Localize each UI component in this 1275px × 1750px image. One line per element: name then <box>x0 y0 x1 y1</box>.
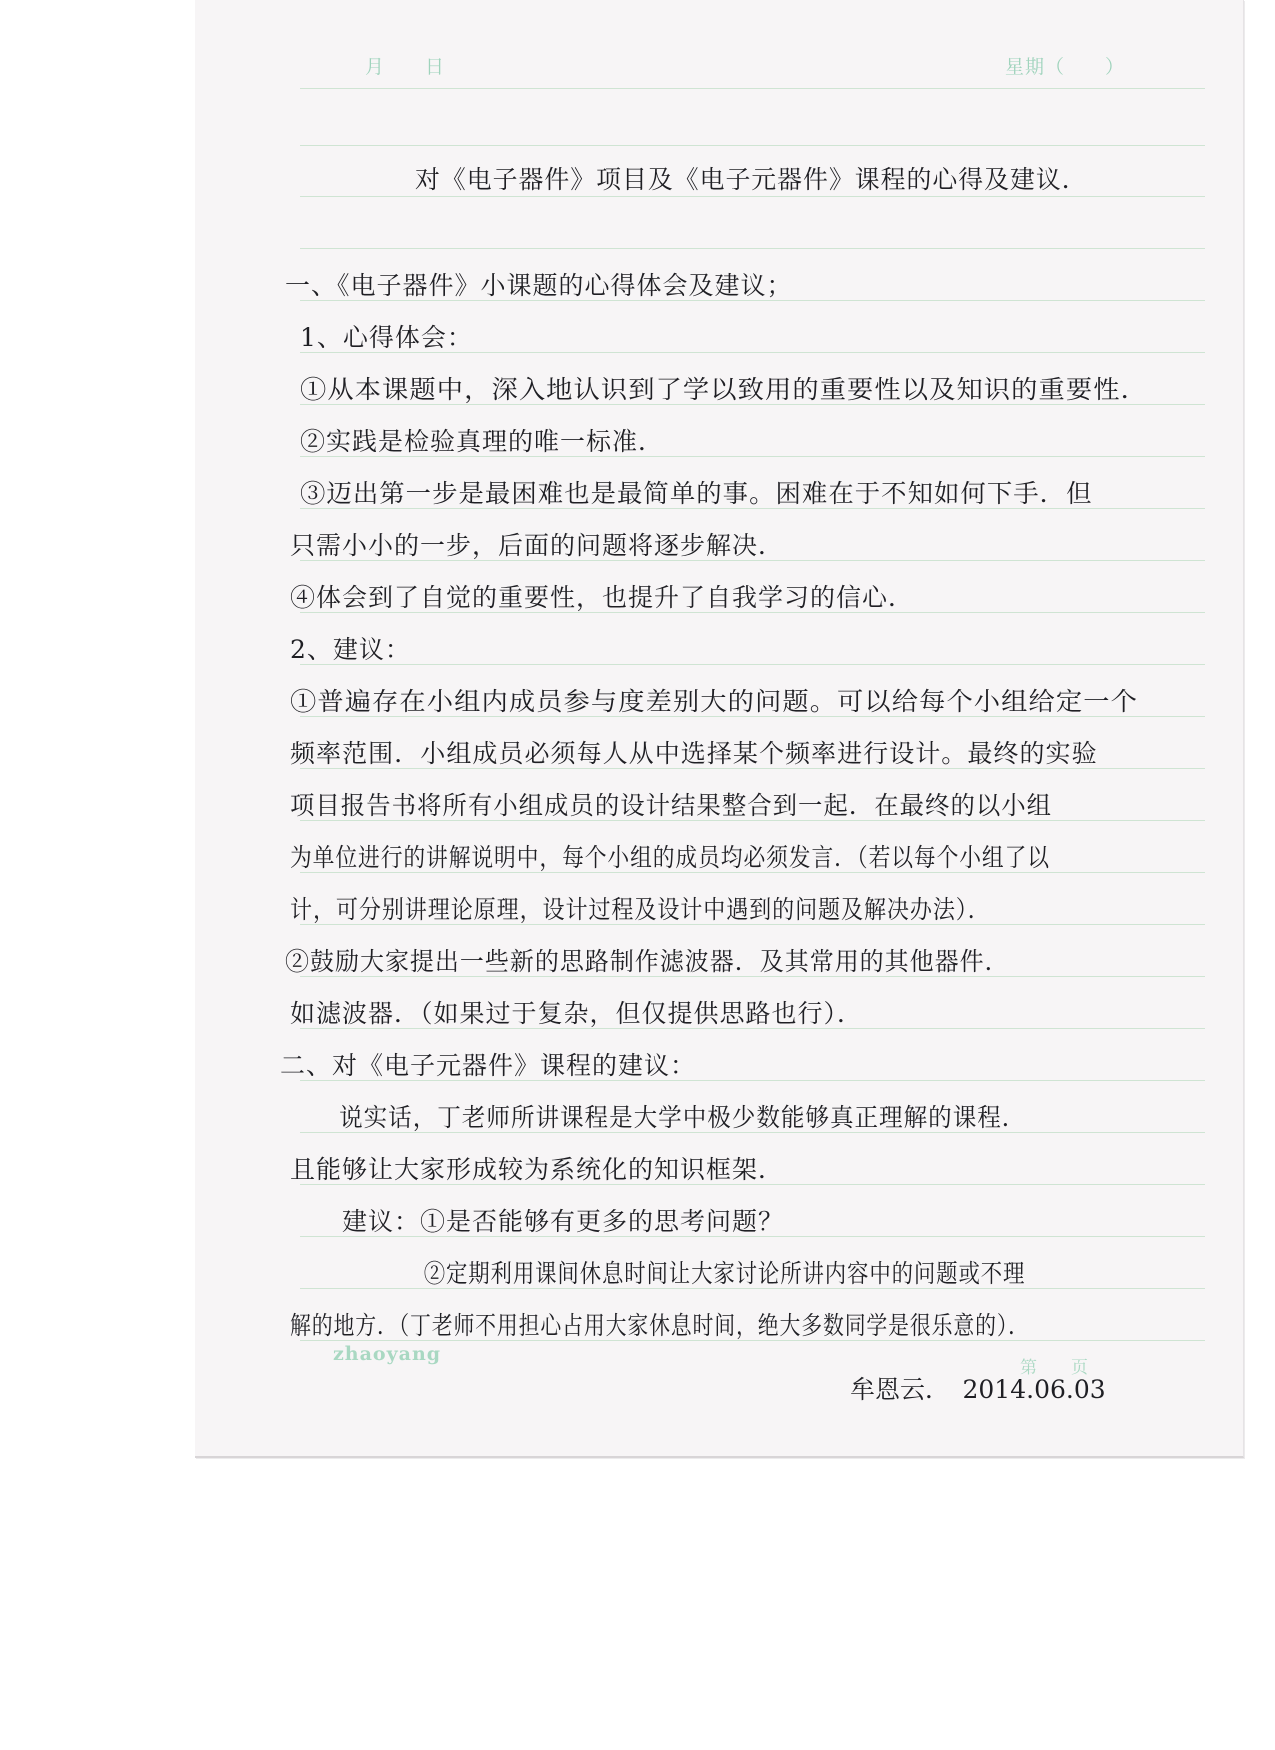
ruled-line <box>300 248 1205 249</box>
text-line: ①普遍存在小组内成员参与度差别大的问题。可以给每个小组给定一个 <box>290 687 1138 716</box>
subsection-heading: 1、心得体会： <box>300 323 473 352</box>
text-line: 为单位进行的讲解说明中，每个小组的成员均必须发言．（若以每个小组了以 <box>290 843 1050 872</box>
subsection-heading: 2、建议： <box>290 635 411 664</box>
text-line: 只需小小的一步，后面的问题将逐步解决． <box>290 531 785 560</box>
text-line: 频率范围．小组成员必须每人从中选择某个频率进行设计。最终的实验 <box>290 739 1098 768</box>
text-line: 说实话，丁老师所讲课程是大学中极少数能够真正理解的课程． <box>290 1103 1027 1132</box>
text-line: ②定期利用课间休息时间让大家讨论所讲内容中的问题或不理 <box>290 1259 1026 1288</box>
text-line: 解的地方．（丁老师不用担心占用大家休息时间，绝大多数同学是很乐意的）． <box>290 1311 1030 1340</box>
page-number-label: 第 页 <box>1020 1358 1088 1378</box>
date-weekday-label: 星期（ ） <box>1005 56 1126 78</box>
text-line: ①从本课题中，深入地认识到了学以致用的重要性以及知识的重要性． <box>300 375 1148 404</box>
section-heading: 二、对《电子元器件》课程的建议： <box>280 1051 697 1080</box>
text-line: ②实践是检验真理的唯一标准． <box>300 427 665 456</box>
ruled-line <box>300 196 1205 197</box>
notebook-page <box>195 0 1244 1458</box>
ruled-line <box>300 88 1205 89</box>
text-line: 且能够让大家形成较为系统化的知识框架． <box>290 1155 785 1184</box>
text-line: ②鼓励大家提出一些新的思路制作滤波器．及其常用的其他器件． <box>285 947 1010 976</box>
date-month-day-label: 月 日 <box>365 56 446 78</box>
signature-and-date: 牟恩云． 2014.06.03 <box>850 1375 1106 1404</box>
text-line: ④体会到了自觉的重要性，也提升了自我学习的信心． <box>290 583 915 612</box>
ruled-line <box>300 664 1205 665</box>
text-line: 建议：①是否能够有更多的思考问题？ <box>290 1207 785 1236</box>
text-line: ③迈出第一步是最困难也是最简单的事。困难在于不知如何下手．但 <box>300 479 1093 508</box>
text-line: 项目报告书将所有小组成员的设计结果整合到一起．在最终的以小组 <box>290 791 1053 820</box>
document-title: 对《电子器件》项目及《电子元器件》课程的心得及建议． <box>415 165 1088 194</box>
notebook-brand-label: zhaoyang <box>333 1343 442 1365</box>
section-heading: 一、《电子器件》小课题的心得体会及建议； <box>285 271 793 300</box>
text-line: 计，可分别讲理论原理，设计过程及设计中遇到的问题及解决办法）． <box>290 895 991 924</box>
ruled-line <box>300 145 1205 146</box>
text-line: 如滤波器．（如果过于复杂，但仅提供思路也行）． <box>290 999 864 1028</box>
